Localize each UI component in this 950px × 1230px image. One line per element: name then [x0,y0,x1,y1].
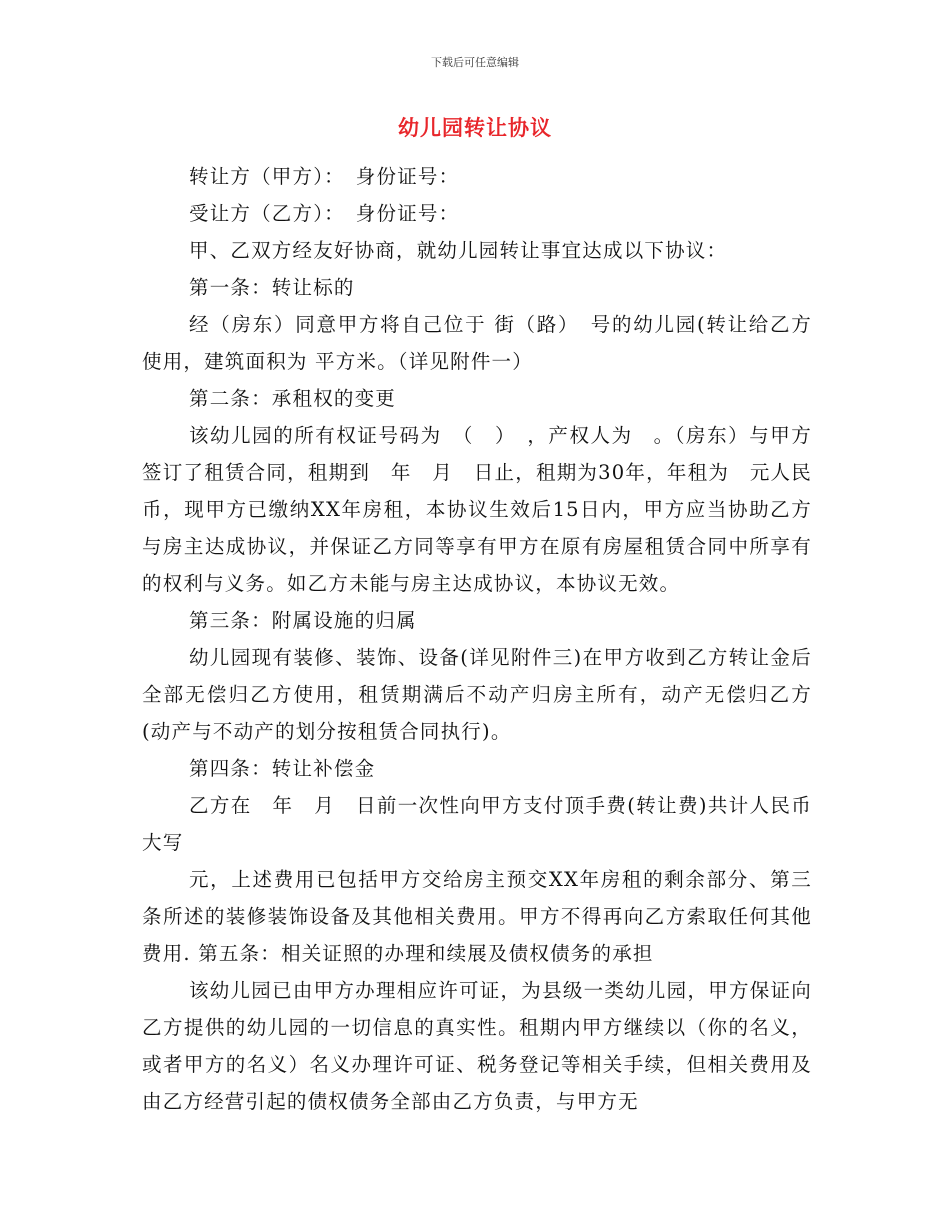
article-5-body: 该幼儿园已由甲方办理相应许可证，为县级一类幼儿园，甲方保证向乙方提供的幼儿园的一切信息的真实性。租期内甲方继续以（你的名义，或者甲方的名义）名义办理许可证、税务登记等相关手续，但相关费用及由乙方经营引起的债权债务全部由乙方负责，与甲方无 [142,979,812,1113]
article-1-heading: 第一条：转让标的 [189,276,355,299]
article-2-body: 该幼儿园的所有权证号码为 （ ） ，产权人为 。（房东）与甲方签订了租赁合同，租期到 年 月 日止，租期为30年，年租为 元人民币，现甲方已缴纳XX年房租，本协议生效后15日内，甲方应当协助乙方与房主达成协议，并保证乙方同等享有甲方在原有房屋租赁合同中所享有的权利与义务。如乙方未能与房主达成协议，本协议无效。 [142,424,812,595]
header-note: 下载后可任意编辑 [431,56,519,69]
article-3-heading: 第三条：附属设施的归属 [189,609,417,632]
paragraph-preamble: 甲、乙双方经友好协商，就幼儿园转让事宜达成以下协议： [189,239,728,262]
article-4-body-continued: 元，上述费用已包括甲方交给房主预交XX年房租的剩余部分、第三条所述的装修装饰设备及其他相关费用。甲方不得再向乙方索取任何其他费用. 第五条：相关证照的办理和续展及债权债务的承担 [142,868,812,965]
article-4-body: 乙方在 年 月 日前一次性向甲方支付顶手费(转让费)共计人民币大写 [142,794,812,854]
paragraph-transferor: 转让方（甲方）： 身份证号： [189,165,460,188]
article-4-heading: 第四条：转让补偿金 [189,757,376,780]
document-body [142,158,812,1120]
article-2-heading: 第二条：承租权的变更 [189,387,397,410]
article-3-body: 幼儿园现有装修、装饰、设备(详见附件三)在甲方收到乙方转让金后全部无偿归乙方使用，租赁期满后不动产归房主所有，动产无偿归乙方(动产与不动产的划分按租赁合同执行)。 [142,646,812,743]
paragraph-transferee: 受让方（乙方）： 身份证号： [189,202,460,225]
document-title: 幼儿园转让协议 [398,116,552,140]
article-1-body: 经（房东）同意甲方将自己位于 街（路） 号的幼儿园(转让给乙方使用，建筑面积为 平方米。（详见附件一） [142,313,812,373]
